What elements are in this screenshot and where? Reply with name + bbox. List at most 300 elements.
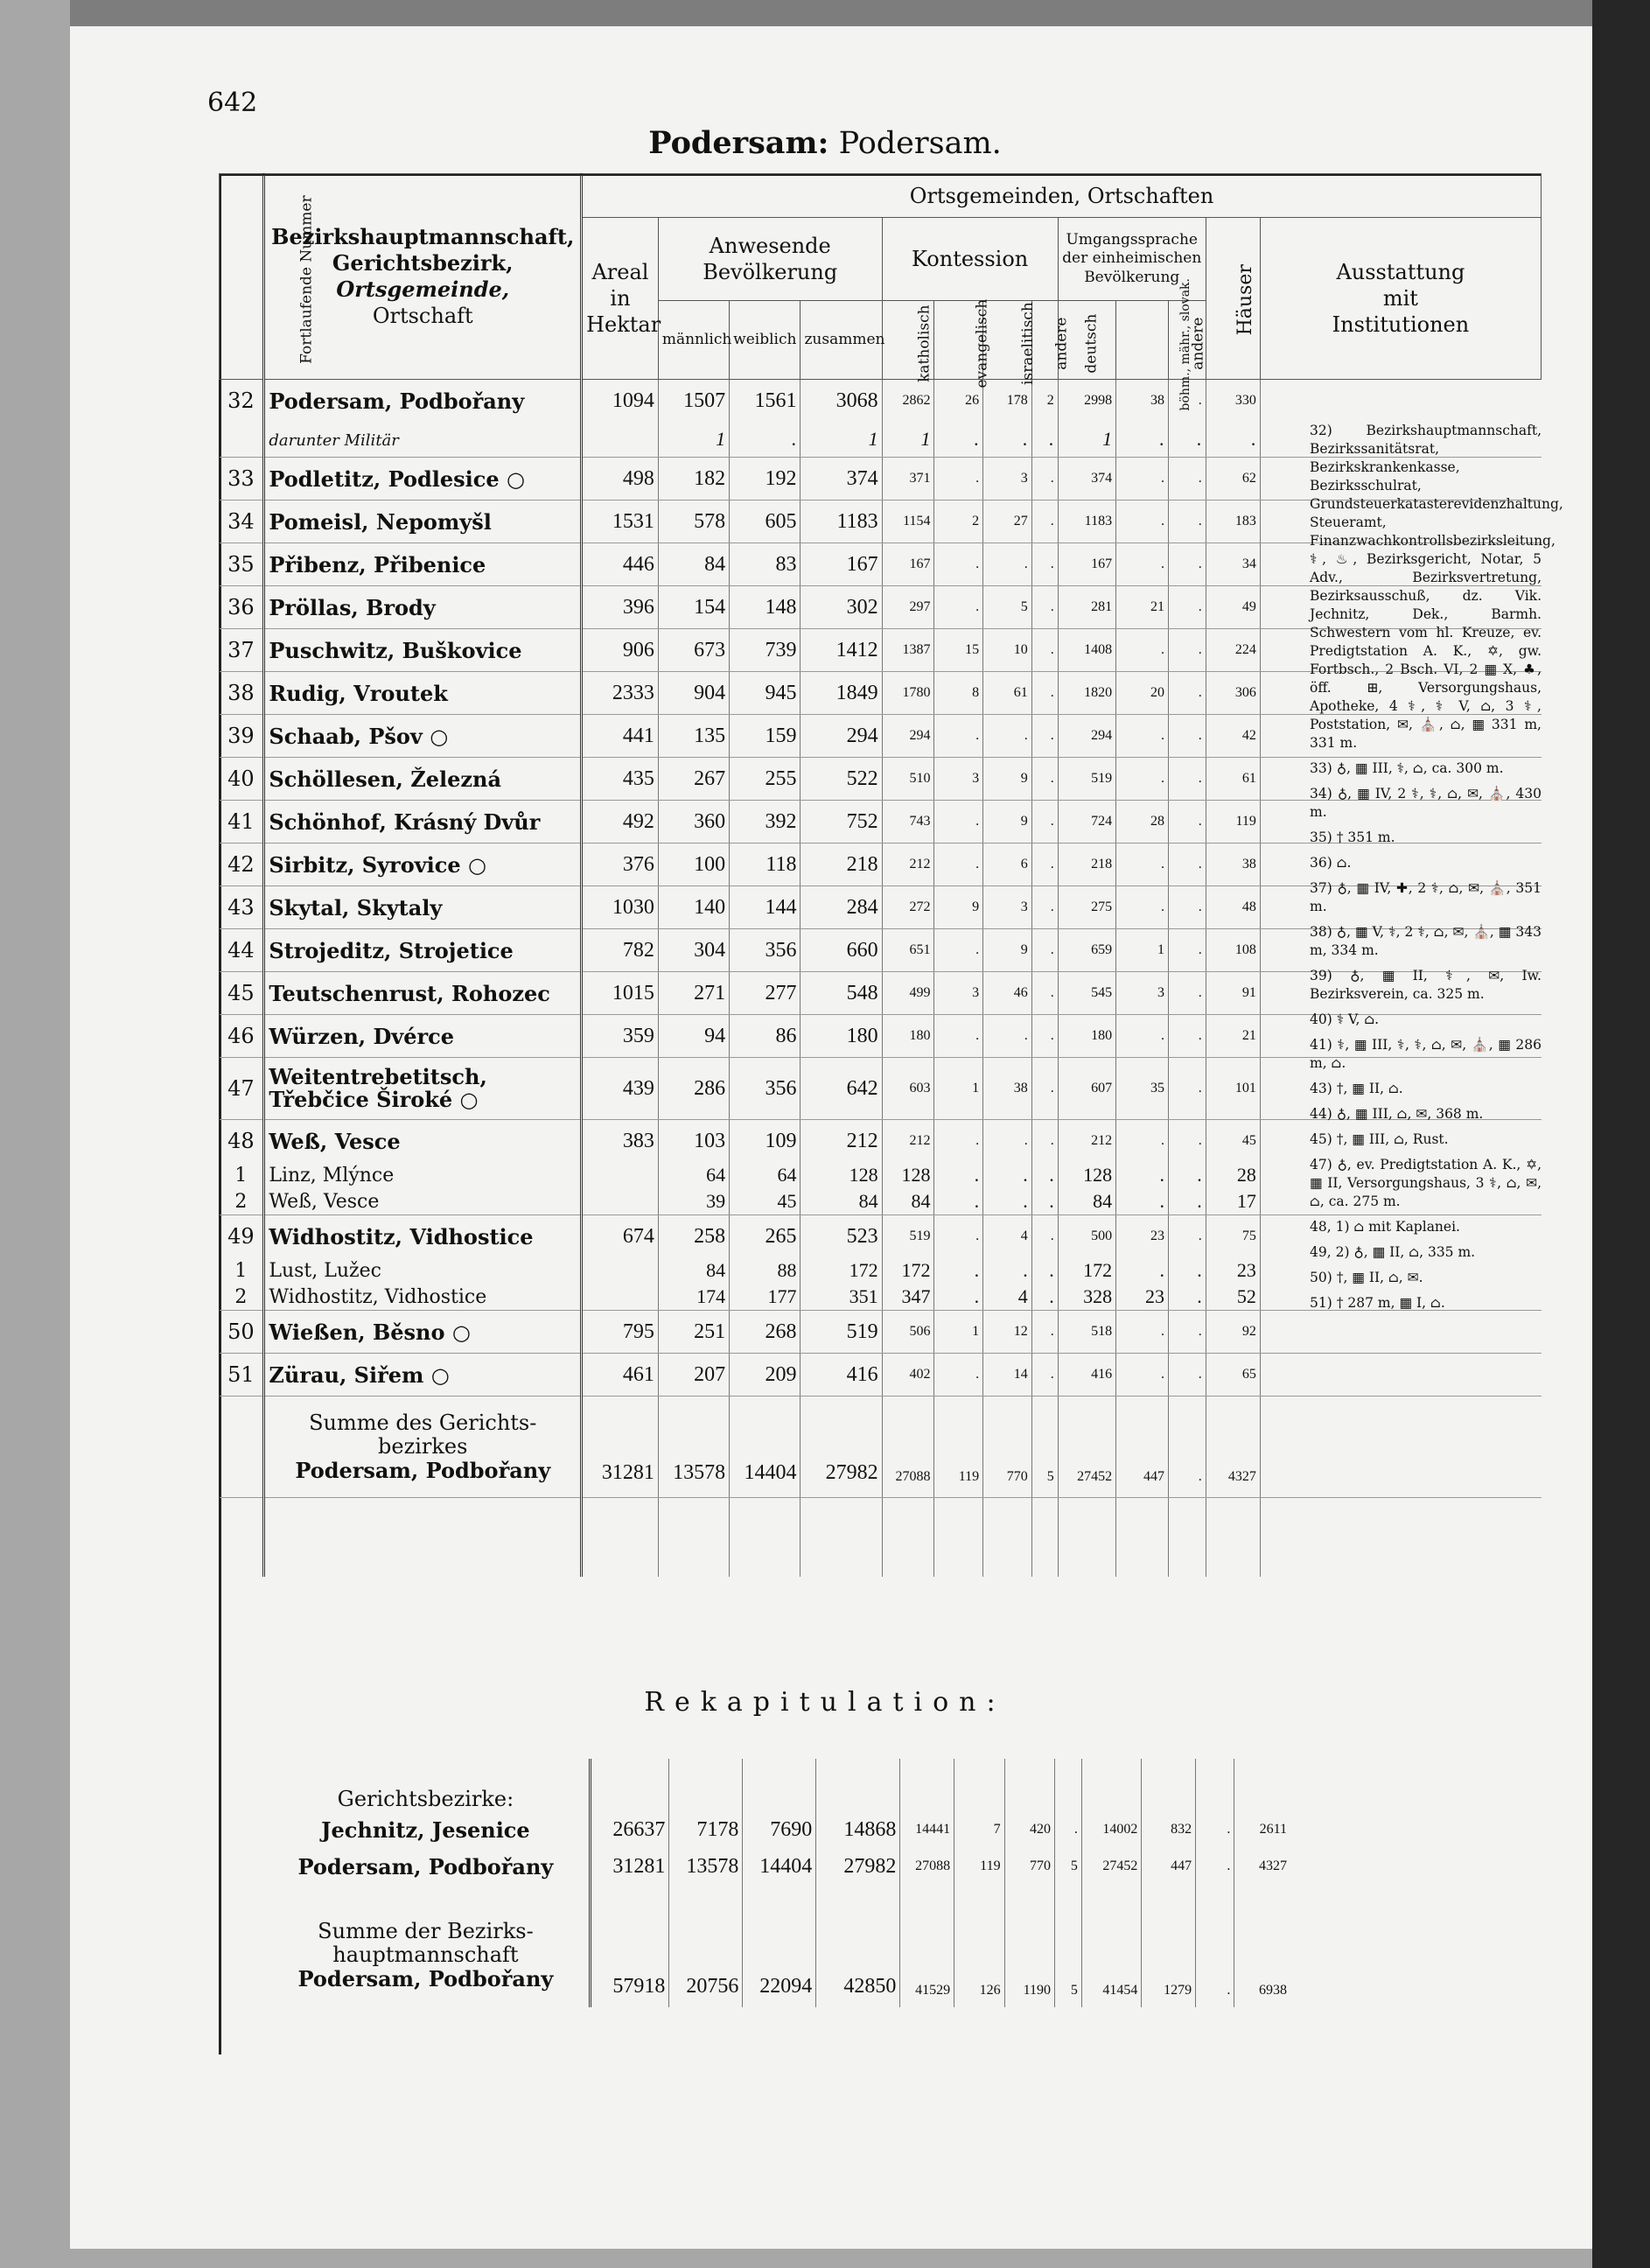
header-index: Fortlaufende Nummer	[220, 174, 264, 380]
cell-and: .	[1031, 758, 1058, 801]
cell-w: 45	[730, 1188, 801, 1215]
row-name	[264, 629, 582, 672]
row-name-text: Teutschenrust, Rohozec	[269, 980, 550, 1006]
summe-label3: Podersam, Podbořany	[295, 1458, 551, 1483]
cell-de: 374	[1058, 458, 1115, 500]
row-name-text: Wießen, Běsno ○	[269, 1319, 471, 1345]
row-name	[264, 715, 582, 758]
row-name	[264, 422, 582, 458]
recap-total-label3: Podersam, Podbořany	[297, 1965, 554, 1992]
cell-z: 416	[801, 1354, 882, 1396]
cell-ev: 26	[934, 380, 983, 423]
recap-empty	[743, 1759, 816, 1811]
row-index: 2	[220, 1188, 264, 1215]
cell-and: .	[1031, 1058, 1058, 1120]
cell-h: 183	[1206, 500, 1260, 543]
recap-total-and: 5	[1054, 1885, 1081, 2007]
summe-kath: 27088	[882, 1396, 934, 1498]
header-israelitisch: israelitisch	[983, 301, 1032, 380]
cell-w: 1561	[730, 380, 801, 423]
filler-cell	[1206, 1498, 1260, 1578]
cell-m: 1507	[658, 380, 729, 423]
row-name	[264, 1215, 582, 1258]
cell-kath: 294	[882, 715, 934, 758]
table-row	[220, 380, 1542, 423]
cell-kath: 172	[882, 1257, 934, 1284]
note-item: 41) ⚕, ▦ III, ⚕, ⚕, ⌂, ✉, ⛪, ▦ 286 m, ⌂.	[1310, 1037, 1542, 1071]
filler-cell	[882, 1498, 934, 1578]
summe-label2: bezirkes	[378, 1434, 468, 1459]
recap-and: 5	[1054, 1848, 1081, 1885]
cell-and: .	[1031, 1162, 1058, 1188]
row-name-text: Lust, Lužec	[269, 1259, 381, 1282]
cell-z: 167	[801, 543, 882, 586]
cell-m: 904	[658, 672, 729, 715]
cell-h: 45	[1206, 1120, 1260, 1163]
cell-kath: 506	[882, 1311, 934, 1354]
row-name-text: darunter Militär	[269, 430, 399, 450]
cell-and2: .	[1168, 715, 1206, 758]
cell-boh: 28	[1116, 801, 1169, 844]
cell-kath: 128	[882, 1162, 934, 1188]
cell-w: 83	[730, 543, 801, 586]
recap-empty	[1142, 1759, 1196, 1811]
cell-areal: 2333	[582, 672, 659, 715]
cell-boh: 1	[1116, 929, 1169, 972]
row-name-text: Puschwitz, Buškovice	[269, 637, 522, 663]
cell-notes	[1260, 1354, 1541, 1396]
cell-ev: .	[934, 844, 983, 886]
cell-de: 1820	[1058, 672, 1115, 715]
row-index: 2	[220, 1284, 264, 1311]
header-anwesende: Anwesende Bevölkerung	[658, 218, 882, 301]
recap-isr: 770	[1004, 1848, 1054, 1885]
cell-areal: 383	[582, 1120, 659, 1163]
cell-ev: .	[934, 422, 983, 458]
cell-de: 1	[1058, 422, 1115, 458]
recap-empty	[1196, 1759, 1234, 1811]
row-name	[264, 972, 582, 1015]
cell-m: 140	[658, 886, 729, 929]
recap-empty	[1081, 1759, 1141, 1811]
cell-and2: .	[1168, 844, 1206, 886]
cell-de: 519	[1058, 758, 1115, 801]
cell-kath: 167	[882, 543, 934, 586]
note-item: 35) † 351 m.	[1310, 830, 1395, 845]
filler-cell	[801, 1498, 882, 1578]
cell-de: 607	[1058, 1058, 1115, 1120]
recap-total-label1: Summe der Bezirks-	[318, 1918, 534, 1943]
cell-and: .	[1031, 886, 1058, 929]
recap-and: .	[1054, 1811, 1081, 1848]
recap-total-row	[262, 1885, 1290, 2007]
cell-and2: .	[1168, 886, 1206, 929]
cell-m: 84	[658, 543, 729, 586]
row-name	[264, 801, 582, 844]
cell-areal: 359	[582, 1015, 659, 1058]
header-kontession: Kontession	[882, 218, 1058, 301]
cell-isr: .	[983, 543, 1032, 586]
cell-m: 271	[658, 972, 729, 1015]
recap-areal: 31281	[590, 1848, 669, 1885]
recap-empty	[900, 1759, 954, 1811]
cell-boh: .	[1116, 458, 1169, 500]
recap-row	[262, 1848, 1290, 1885]
filler-cell	[934, 1498, 983, 1578]
recap-heading: Gerichtsbezirke:	[262, 1759, 590, 1811]
cell-and: .	[1031, 1257, 1058, 1284]
row-name	[264, 1188, 582, 1215]
cell-de: 218	[1058, 844, 1115, 886]
cell-ev: .	[934, 1354, 983, 1396]
table-row	[220, 1354, 1542, 1396]
row-name-text: Zürau, Siřem ○	[269, 1362, 450, 1388]
cell-and: .	[1031, 1311, 1058, 1354]
cell-z: 128	[801, 1162, 882, 1188]
cell-h: 21	[1206, 1015, 1260, 1058]
cell-isr: 4	[983, 1215, 1032, 1258]
row-index: 44	[220, 929, 264, 972]
cell-areal: 498	[582, 458, 659, 500]
cell-and: .	[1031, 1215, 1058, 1258]
cell-isr: .	[983, 1015, 1032, 1058]
cell-z: 180	[801, 1015, 882, 1058]
cell-and2: .	[1168, 1354, 1206, 1396]
cell-and: .	[1031, 586, 1058, 629]
summe-and2: .	[1168, 1396, 1206, 1498]
filler-cell	[1116, 1498, 1169, 1578]
row-index: 32	[220, 380, 264, 423]
row-name-text: Skytal, Skytaly	[269, 894, 443, 920]
filler-cell	[658, 1498, 729, 1578]
cell-z: 84	[801, 1188, 882, 1215]
header-boehm: böhm., mähr., slovak.	[1116, 301, 1169, 380]
recap-z: 27982	[816, 1848, 900, 1885]
cell-isr: 27	[983, 500, 1032, 543]
cell-areal: 782	[582, 929, 659, 972]
summe-de: 27452	[1058, 1396, 1115, 1498]
recap-h: 2611	[1234, 1811, 1290, 1848]
summe-areal: 31281	[582, 1396, 659, 1498]
cell-z: 351	[801, 1284, 882, 1311]
cell-ev: 3	[934, 972, 983, 1015]
row-name-text: Weitentrebetitsch, Třebčice Široké ○	[269, 1064, 487, 1112]
row-index: 34	[220, 500, 264, 543]
row-index: 40	[220, 758, 264, 801]
row-name	[264, 1354, 582, 1396]
cell-areal	[582, 1162, 659, 1188]
note-item: 45) †, ▦ III, ⌂, Rust.	[1310, 1131, 1449, 1147]
cell-kath: 499	[882, 972, 934, 1015]
cell-kath: 371	[882, 458, 934, 500]
cell-and2: .	[1168, 1058, 1206, 1120]
cell-isr: 3	[983, 458, 1032, 500]
row-index: 49	[220, 1215, 264, 1258]
row-index: 51	[220, 1354, 264, 1396]
row-index: 35	[220, 543, 264, 586]
cell-isr: 9	[983, 929, 1032, 972]
cell-and: .	[1031, 629, 1058, 672]
note-item: 49, 2) ♁, ▦ II, ⌂, 335 m.	[1310, 1244, 1476, 1260]
row-index: 33	[220, 458, 264, 500]
cell-notes	[1260, 1396, 1541, 1498]
cell-z: 1183	[801, 500, 882, 543]
recap-total-boh: 1279	[1142, 1885, 1196, 2007]
filler-cell	[264, 1498, 582, 1578]
row-index: 43	[220, 886, 264, 929]
recap-empty	[1004, 1759, 1054, 1811]
filler-row	[220, 1498, 1542, 1578]
cell-kath: 180	[882, 1015, 934, 1058]
cell-areal	[582, 1188, 659, 1215]
cell-m: 360	[658, 801, 729, 844]
cell-isr: 5	[983, 586, 1032, 629]
page-title	[0, 125, 1650, 161]
cell-w: 148	[730, 586, 801, 629]
cell-and: .	[1031, 1354, 1058, 1396]
recap-name: Jechnitz, Jesenice	[262, 1811, 590, 1848]
cell-w: 945	[730, 672, 801, 715]
cell-m: 135	[658, 715, 729, 758]
cell-and: .	[1031, 458, 1058, 500]
cell-kath: 1154	[882, 500, 934, 543]
recap-isr: 420	[1004, 1811, 1054, 1848]
cell-and2: .	[1168, 758, 1206, 801]
cell-and2: .	[1168, 422, 1206, 458]
title-bold: Podersam:	[648, 125, 829, 161]
cell-w: 86	[730, 1015, 801, 1058]
filler-cell	[730, 1498, 801, 1578]
cell-ev: .	[934, 801, 983, 844]
cell-h: 61	[1206, 758, 1260, 801]
cell-w: 268	[730, 1311, 801, 1354]
cell-areal: 435	[582, 758, 659, 801]
cell-boh: .	[1116, 1311, 1169, 1354]
cell-isr: .	[983, 1188, 1032, 1215]
summe-m: 13578	[658, 1396, 729, 1498]
cell-areal: 1015	[582, 972, 659, 1015]
recap-w: 14404	[743, 1848, 816, 1885]
cell-isr: 4	[983, 1284, 1032, 1311]
recap-ev: 119	[954, 1848, 1004, 1885]
cell-de: 724	[1058, 801, 1115, 844]
row-name-text: Strojeditz, Strojetice	[269, 937, 514, 963]
recap-total-isr: 1190	[1004, 1885, 1054, 2007]
cell-m: 251	[658, 1311, 729, 1354]
cell-ev: 2	[934, 500, 983, 543]
recap-total-label2: hauptmannschaft	[332, 1942, 519, 1967]
cell-areal: 439	[582, 1058, 659, 1120]
cell-and2: .	[1168, 801, 1206, 844]
cell-m: 84	[658, 1257, 729, 1284]
row-name-text: Podersam, Podbořany	[269, 388, 525, 414]
cell-areal: 461	[582, 1354, 659, 1396]
row-index	[220, 422, 264, 458]
cell-z: 212	[801, 1120, 882, 1163]
cell-areal: 441	[582, 715, 659, 758]
row-name-text: Linz, Mlýnce	[269, 1164, 395, 1186]
row-name-text: Schönhof, Krásný Dvůr	[269, 808, 541, 835]
header-andere: andere	[1031, 301, 1058, 380]
recap-m: 13578	[669, 1848, 743, 1885]
cell-h: 28	[1206, 1162, 1260, 1188]
cell-and: .	[1031, 972, 1058, 1015]
cell-boh: .	[1116, 500, 1169, 543]
cell-m: 286	[658, 1058, 729, 1120]
cell-w: 192	[730, 458, 801, 500]
recap-empty	[816, 1759, 900, 1811]
recap-w: 7690	[743, 1811, 816, 1848]
cell-ev: .	[934, 1162, 983, 1188]
cell-ev: 3	[934, 758, 983, 801]
note-item: 40) ⚕ V, ⌂.	[1310, 1012, 1380, 1027]
row-name	[264, 1257, 582, 1284]
cell-isr: 9	[983, 801, 1032, 844]
cell-w: 88	[730, 1257, 801, 1284]
row-name	[264, 586, 582, 629]
cell-boh: 23	[1116, 1215, 1169, 1258]
cell-w: 109	[730, 1120, 801, 1163]
row-name	[264, 458, 582, 500]
cell-w: 209	[730, 1354, 801, 1396]
cell-areal: 1094	[582, 380, 659, 423]
cell-h: 306	[1206, 672, 1260, 715]
cell-areal	[582, 1257, 659, 1284]
row-index: 50	[220, 1311, 264, 1354]
cell-de: 545	[1058, 972, 1115, 1015]
header-zusammen: zusammen	[801, 301, 882, 380]
cell-w: 255	[730, 758, 801, 801]
cell-w: 739	[730, 629, 801, 672]
note-item: 44) ♁, ▦ III, ⌂, ✉, 368 m.	[1310, 1106, 1484, 1122]
cell-de: 416	[1058, 1354, 1115, 1396]
cell-ev: 9	[934, 886, 983, 929]
cell-and2: .	[1168, 929, 1206, 972]
row-name-text: Widhostitz, Vidhostice	[269, 1223, 534, 1250]
cell-h: 330	[1206, 380, 1260, 423]
cell-and: .	[1031, 1188, 1058, 1215]
cell-kath: 272	[882, 886, 934, 929]
recap-body	[262, 1759, 1290, 2007]
cell-de: 500	[1058, 1215, 1115, 1258]
cell-ev: .	[934, 1120, 983, 1163]
recap-total-ev: 126	[954, 1885, 1004, 2007]
cell-boh: 20	[1116, 672, 1169, 715]
cell-and2: .	[1168, 629, 1206, 672]
row-name	[264, 1015, 582, 1058]
filler-cell	[1058, 1498, 1115, 1578]
row-index: 36	[220, 586, 264, 629]
cell-isr: 6	[983, 844, 1032, 886]
note-item: 32) Bezirkshauptmannschaft, Bezirkssanitätsrat, Bezirkskrankenkasse, Bezirksschulrat, Grundsteuerkatasterevidenzhaltung, Steueramt, Finanzwachkontrollsbezirksleitung, ⚕, ♨, Bezirksgericht, Notar, 5 Adv., Bezirksvertretung, Bezirksausschuß, dz. Vik. Jechnitz, Dek., Barmh. Schwestern vom hl. Kreuze, ev. Predigtstation A. K., ✡, gw. Fortbsch., 2 Bsch. VI, 2 ▦ X, ♣, öff. ⊞, Versorgungshaus, Apotheke, 4 ⚕, ⚕ V, ⌂, 3 ⚕, Poststation, ✉, ⛪, ⌂, ▦ 331 m, 331 m.	[1310, 423, 1563, 751]
cell-z: 523	[801, 1215, 882, 1258]
row-index: 38	[220, 672, 264, 715]
row-name-text: Podletitz, Podlesice ○	[269, 466, 525, 492]
row-index: 37	[220, 629, 264, 672]
cell-isr: 10	[983, 629, 1032, 672]
cell-h: 38	[1206, 844, 1260, 886]
cell-ev: .	[934, 1257, 983, 1284]
header-place: Bezirkshauptmannschaft, Gerichtsbezirk, Ortsgemeinde, Ortschaft	[264, 174, 582, 380]
summe-row	[220, 1396, 1542, 1498]
cell-z: 519	[801, 1311, 882, 1354]
summe-label1: Summe des Gerichts-	[309, 1410, 537, 1435]
cell-h: 42	[1206, 715, 1260, 758]
recap-h: 4327	[1234, 1848, 1290, 1885]
header-areal: Areal in Hektar	[582, 218, 659, 380]
cell-de: 1183	[1058, 500, 1115, 543]
row-name-text: Přibenz, Přibenice	[269, 551, 486, 578]
recap-total-and2: .	[1196, 1885, 1234, 2007]
cell-and: .	[1031, 1015, 1058, 1058]
recap-total-w: 22094	[743, 1885, 816, 2007]
cell-m: 207	[658, 1354, 729, 1396]
cell-ev: .	[934, 929, 983, 972]
recap-total-m: 20756	[669, 1885, 743, 2007]
header-andere-sprache: andere	[1168, 301, 1206, 380]
row-name-text: Schöllesen, Železná	[269, 766, 502, 792]
row-name	[264, 672, 582, 715]
cell-and2: .	[1168, 1188, 1206, 1215]
cell-ev: .	[934, 1188, 983, 1215]
cell-kath: 2862	[882, 380, 934, 423]
recap-m: 7178	[669, 1811, 743, 1848]
cell-boh: 35	[1116, 1058, 1169, 1120]
summe-isr: 770	[983, 1396, 1032, 1498]
recap-total-label	[262, 1885, 590, 2007]
cell-and2: .	[1168, 458, 1206, 500]
cell-w: 159	[730, 715, 801, 758]
cell-boh: .	[1116, 715, 1169, 758]
cell-ev: .	[934, 586, 983, 629]
summe-z: 27982	[801, 1396, 882, 1498]
cell-z: 660	[801, 929, 882, 972]
cell-h: 119	[1206, 801, 1260, 844]
row-name	[264, 1058, 582, 1120]
note-item: 51) † 287 m, ▦ I, ⌂.	[1310, 1295, 1445, 1311]
row-name-text: Würzen, Dvérce	[269, 1023, 455, 1049]
filler-cell	[582, 1498, 659, 1578]
recap-boh: 447	[1142, 1848, 1196, 1885]
note-item: 33) ♁, ▦ III, ⚕, ⌂, ca. 300 m.	[1310, 760, 1504, 776]
row-name-text: Weß, Vesce	[269, 1190, 380, 1213]
cell-h: 48	[1206, 886, 1260, 929]
cell-boh: .	[1116, 543, 1169, 586]
cell-and2: .	[1168, 1120, 1206, 1163]
cell-and2: .	[1168, 1162, 1206, 1188]
cell-areal: 1030	[582, 886, 659, 929]
cell-boh: .	[1116, 1188, 1169, 1215]
cell-w: 177	[730, 1284, 801, 1311]
cell-isr: 38	[983, 1058, 1032, 1120]
cell-boh: .	[1116, 1120, 1169, 1163]
cell-de: 1408	[1058, 629, 1115, 672]
cell-boh: .	[1116, 1015, 1169, 1058]
cell-z: 218	[801, 844, 882, 886]
cell-isr: 12	[983, 1311, 1032, 1354]
cell-kath: 651	[882, 929, 934, 972]
cell-and2: .	[1168, 500, 1206, 543]
cell-h: 17	[1206, 1188, 1260, 1215]
cell-and2: .	[1168, 1284, 1206, 1311]
cell-de: 2998	[1058, 380, 1115, 423]
recap-empty	[1234, 1759, 1290, 1811]
cell-boh: 21	[1116, 586, 1169, 629]
summe-label	[264, 1396, 582, 1498]
row-index: 48	[220, 1120, 264, 1163]
notes-column	[1310, 422, 1563, 1320]
cell-de: 128	[1058, 1162, 1115, 1188]
